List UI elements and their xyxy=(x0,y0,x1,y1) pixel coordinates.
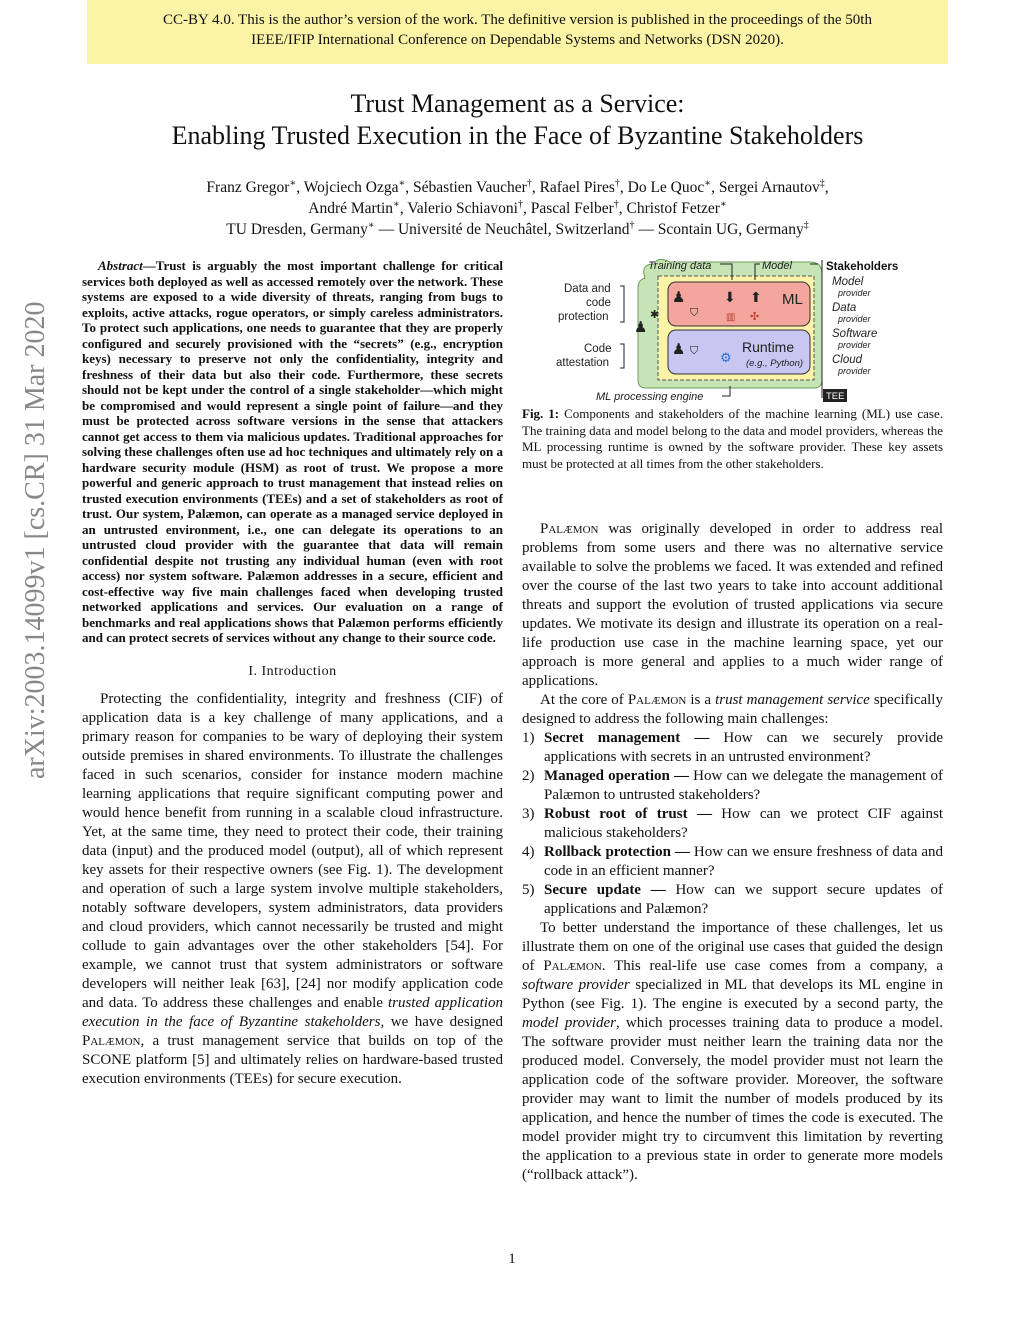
system-name: Palæmon xyxy=(627,692,687,708)
bracket-protection xyxy=(620,286,624,322)
arxiv-identifier: arXiv:2003.14099v1 [cs.CR] 31 Mar 2020 xyxy=(20,301,51,779)
caption-text: Components and stakeholders of the machine learning (ML) use case. The training data and model belong to the data and model providers, whereas the ML processing runtime is owned by the software provider. These key assets must be protected at all times from the other stakeholders. xyxy=(522,406,944,471)
affiliation-mark: ∗ xyxy=(393,198,400,210)
runtime-label: Runtime xyxy=(742,339,795,355)
user-icon: ♟ xyxy=(672,289,686,306)
label-ml-engine: ML processing engine xyxy=(596,391,704,403)
stakeholder-model: Model xyxy=(832,276,864,288)
author-name: , Do Le Quoc xyxy=(619,179,705,196)
author-block xyxy=(87,177,948,240)
abstract-lead: Abstract xyxy=(98,258,143,273)
text-run: was originally developed in order to address real problems from some users and there was no alternative service available to solve the problems we faced. It was extended and refined over the course of the last two years to take into account additional threats and support the evolution of trusted applications via secure updates. We motivate its design and illustrate its operation on a real-life production use case in the machine learning space, yet our approach is more general and applies to a much wider range of applications. xyxy=(522,521,943,689)
list-number: 5) xyxy=(522,882,535,898)
gears-icon: ⚙ xyxy=(720,350,732,365)
abstract-text: —Trust is arguably the most important challenge for critical services both deployed as well as accessed remotely over the network. These systems are exposed to a wide diversity of threats, ranging from bugs to exploits, active attacks, rogue operators, or simply careless administrators. To protect such applications, one needs to guarantee that they are properly configured and securely provisioned with the “secrets” (e.g., encryption keys) necessary to preserve not only the confidentiality, integrity and freshness of their data but also their code. Furthermore, these secrets should not be kept under the control of a single stakeholder—which might be compromised and would represent a single point of failure—and they must be protected across software versions in the sense that attackers cannot get access to them via malicious updates. Traditional approaches for solving these challenges often use ad hoc techniques and ultimately rely on a hardware security module (HSM) as root of trust. We propose a more powerful and generic approach to trust management that instead relies on trusted execution environments (TEEs) and a set of stakeholders as root of trust. Our system, Palæmon, can operate as a managed service deployed in an untrusted environment, i.e., one can delegate its operations to an untrusted cloud provider with the guarantee that data will remain confidential despite not trusting any individual human (even with root access) nor system software. Palæmon addresses in a secure, efficient and cost-effective way five main challenges faced when developing trusted networked applications and services. Our evaluation on a range of benchmarks and real applications shows that Palæmon performs efficiently and can protect secrets of services without any change to their source code. xyxy=(82,258,503,645)
caption-label: Fig. 1: xyxy=(522,406,560,421)
list-item xyxy=(522,729,943,767)
list-number: 2) xyxy=(522,768,535,784)
core-paragraph xyxy=(522,691,943,729)
list-text: How can we securely provide applications with secrets in an untrusted environment? xyxy=(544,730,943,765)
license-notice-line-1: CC-BY 4.0. This is the author’s version of the work. The definitive version is published in the proceedings of the 50th xyxy=(163,12,872,28)
text-run: Protecting the confidentiality, integrity and freshness (CIF) of application data is a key challenge of many applications, and a primary reason for companies to be wary of deploying their system outside premises in shared environments. To illustrate the challenges faced in such scenarios, consider for instance modern machine learning applications that require significant computing power and would hence benefit from running in a scalable cloud infrastructure. Yet, at the same time, they need to protect their code, their training data (input) and the produced model (output), all of which represent key assets for their respective owners (see Fig. 1). The development and operation of such a large system involve multiple stakeholders, notably software developers, system administrators, data providers and cloud providers, which cannot necessarily be trusted and might collude to gain advantages over the other stakeholders [54]. For example, we cannot trust that system administrators or software developers will neither leak [63], [24] nor modify application code and data. To address these challenges and enable xyxy=(82,690,503,1011)
label-data-code-protection-2: code xyxy=(586,297,611,309)
author-name: André Martin xyxy=(308,200,394,217)
paper-title xyxy=(87,88,948,152)
author-name: , Wojciech Ozga xyxy=(296,179,399,196)
section-heading-introduction: I. Introduction xyxy=(248,663,337,679)
figure-1-caption xyxy=(522,406,943,472)
list-bold: Secure update — xyxy=(544,882,666,898)
figure-1 xyxy=(540,258,940,404)
stakeholder-cloud-provider: provider xyxy=(838,366,871,376)
author-name: , Rafael Pires xyxy=(531,179,615,196)
label-data-code-protection-3: protection xyxy=(558,311,609,323)
author-line-1: Franz Gregor∗, Wojciech Ozga∗, Sébastien Vaucher†, Rafael Pires†, Do Le Quoc∗, Sergei Arnautov‡, xyxy=(206,177,829,196)
author-name: , Valerio Schiavoni xyxy=(399,200,518,217)
stakeholder-model-provider: provider xyxy=(838,288,871,298)
intro-paragraph xyxy=(82,690,503,1089)
label-stakeholders: Stakeholders xyxy=(826,261,899,273)
bracket-attestation xyxy=(620,344,624,368)
text-run: specialized in ML that develops its ML engine in Python (see Fig. 1). The engine is executed by a second party, the xyxy=(522,977,943,1012)
author-line-2 xyxy=(87,198,948,219)
right-column xyxy=(522,520,943,1185)
affiliation-mark: ∗ xyxy=(704,177,712,189)
use-case-paragraph xyxy=(522,919,943,1185)
shield-icon: ⛉ xyxy=(690,307,699,319)
list-bold: Robust root of trust — xyxy=(544,806,712,822)
chart-icon: ▥ xyxy=(726,312,736,323)
stakeholder-data: Data xyxy=(832,302,857,314)
license-notice xyxy=(87,0,948,64)
affiliation-mark: † xyxy=(629,219,635,231)
affiliation-mark: ∗ xyxy=(289,177,297,189)
list-bold: Rollback protection — xyxy=(544,844,690,860)
author-name: , Sébastien Vaucher xyxy=(405,179,527,196)
emphasis-run: trusted application execution in the face of Byzantine stakeholders xyxy=(82,994,503,1030)
lock-icon: ✱ xyxy=(650,309,660,321)
author-name: , Sergei Arnautov xyxy=(711,179,820,196)
author-name: , Pascal Felber xyxy=(522,200,614,217)
shield-icon: ⛉ xyxy=(690,345,699,357)
system-name: Palæmon xyxy=(540,521,599,537)
download-icon: ⬇ xyxy=(724,289,736,305)
author-name: Franz Gregor xyxy=(206,179,290,196)
runtime-sub: (e.g., Python) xyxy=(746,358,804,369)
list-text: How can we ensure freshness of data and code in an efficient manner? xyxy=(544,844,943,879)
title-line-2: Enabling Trusted Execution in the Face of Byzantine Stakeholders xyxy=(171,121,864,150)
left-column xyxy=(82,258,503,1089)
list-item xyxy=(522,843,943,881)
affiliation-mark: † xyxy=(526,177,532,189)
list-number: 3) xyxy=(522,806,535,822)
text-run: specifically designed to address the following main challenges: xyxy=(522,692,943,727)
affiliation-name: — Scontain UG, Germany xyxy=(634,221,804,238)
affiliation-name: — Université de Neuchâtel, Switzerland xyxy=(374,221,630,238)
text-run: , we have designed xyxy=(380,1013,503,1030)
ml-label: ML xyxy=(782,291,803,308)
affiliation-name: TU Dresden, Germany xyxy=(226,221,368,238)
list-text: How can we protect CIF against malicious stakeholders? xyxy=(544,806,943,841)
title-line-1: Trust Management as a Service: xyxy=(350,89,685,118)
emphasis-run: trust management service xyxy=(715,692,870,708)
user-icon: ♟ xyxy=(672,341,686,358)
stakeholder-cloud: Cloud xyxy=(832,354,863,366)
text-run: is a xyxy=(686,692,716,708)
text-run: To better understand the importance of these challenges, let us illustrate them on one of the original use cases that guided the design of xyxy=(522,920,943,974)
system-name: Palæmon xyxy=(82,1032,141,1049)
emphasis-run: model provider xyxy=(522,1015,616,1031)
stakeholder-software: Software xyxy=(832,328,878,340)
list-text: How can we delegate the management of Palæmon to untrusted stakeholders? xyxy=(544,768,943,803)
affiliation-mark: † xyxy=(613,198,619,210)
affiliation-mark: ∗ xyxy=(398,177,406,189)
challenges-list xyxy=(522,729,943,919)
stakeholder-data-provider: provider xyxy=(838,314,871,324)
license-notice-line-2: IEEE/IFIP International Conference on Dependable Systems and Networks (DSN 2020). xyxy=(251,32,784,48)
tee-label: TEE xyxy=(826,391,845,402)
page-number: 1 xyxy=(508,1251,516,1267)
text-run: , a trust management service that builds on top of the SCONE platform [5] and ultimately relies on hardware-based trusted execution environments (TEEs) for secure execution. xyxy=(82,1032,503,1087)
text-run: At the core of xyxy=(540,692,628,708)
figure-1-diagram xyxy=(540,258,940,404)
list-bold: Managed operation — xyxy=(544,768,689,784)
emphasis-run: software provider xyxy=(522,977,630,993)
list-item xyxy=(522,805,943,843)
abstract xyxy=(82,258,503,646)
label-code-attestation-2: attestation xyxy=(556,357,610,369)
list-item xyxy=(522,767,943,805)
stakeholder-software-provider: provider xyxy=(838,340,871,350)
label-model-top: Model xyxy=(762,260,792,272)
affiliation-line xyxy=(87,219,948,240)
affiliation-mark: † xyxy=(614,177,620,189)
affiliation-mark: ∗ xyxy=(367,219,375,231)
list-bold: Secret management — xyxy=(544,730,710,746)
list-number: 1) xyxy=(522,730,535,746)
list-text: How can we support secure updates of applications and Palæmon? xyxy=(544,882,943,917)
affiliation-mark: ‡ xyxy=(803,219,809,231)
list-item xyxy=(522,881,943,919)
text-run: , which processes training data to produce a model. The software provider must neither learn the training data nor the produced model. Conversely, the model provider must not learn the application code of the software provider. Moreover, the software provider may want to limit the number of models produced by its application, and hence the number of times the code is executed. The model provider might try to circumvent this limitation by reverting the application to a previous state in order to generate more models (“rollback attack”). xyxy=(522,1015,943,1183)
label-data-code-protection-1: Data and xyxy=(564,283,611,295)
upload-icon: ⬆ xyxy=(750,289,762,305)
palaemon-origin-paragraph xyxy=(522,520,943,691)
network-icon: ✣ xyxy=(750,311,760,323)
list-number: 4) xyxy=(522,844,535,860)
author-name: , Christof Fetzer xyxy=(618,200,720,217)
affiliation-mark: ‡ xyxy=(819,177,825,189)
affiliation-mark: † xyxy=(517,198,523,210)
label-training-data: Training data xyxy=(648,260,712,272)
attacker-icon: ♟ xyxy=(634,319,648,336)
system-name: Palæmon xyxy=(543,958,602,974)
affiliation-mark: ∗ xyxy=(719,198,727,210)
label-code-attestation-1: Code xyxy=(584,343,612,355)
text-run: . This real-life use case comes from a company, a xyxy=(601,958,944,974)
